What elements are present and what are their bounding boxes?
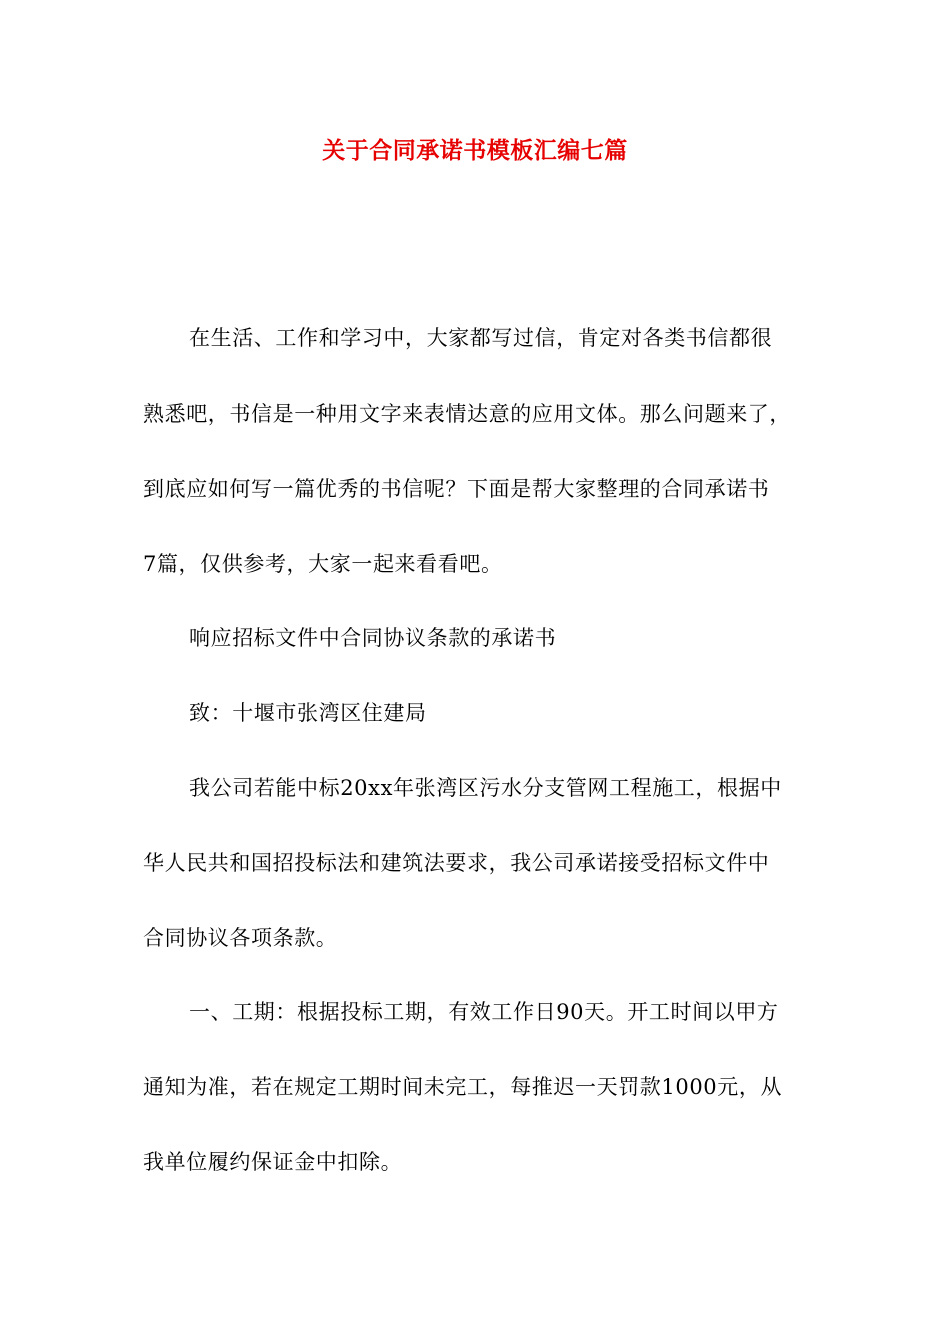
paragraph-line: 通知为准，若在规定工期时间未完工，每推迟一天罚款1000元，从 (143, 1075, 783, 1099)
paragraph-line: 到底应如何写一篇优秀的书信呢？下面是帮大家整理的合同承诺书 (143, 477, 770, 501)
document-title: 关于合同承诺书模板汇编七篇 (322, 138, 628, 164)
paragraph-line: 我公司若能中标20xx年张湾区污水分支管网工程施工，根据中 (189, 776, 782, 800)
paragraph-line: 熟悉吧，书信是一种用文字来表情达意的应用文体。那么问题来了， (143, 402, 791, 426)
paragraph-line: 在生活、工作和学习中，大家都写过信，肯定对各类书信都很 (189, 326, 773, 350)
paragraph-line: 华人民共和国招投标法和建筑法要求，我公司承诺接受招标文件中 (143, 851, 770, 875)
paragraph-line: 我单位履约保证金中扣除。 (143, 1150, 403, 1174)
paragraph-line: 7篇，仅供参考，大家一起来看看吧。 (143, 552, 503, 576)
paragraph-line: 响应招标文件中合同协议条款的承诺书 (189, 626, 557, 650)
paragraph-line: 合同协议各项条款。 (143, 926, 338, 950)
paragraph-line: 一、工期：根据投标工期，有效工作日90天。开工时间以甲方 (189, 1000, 779, 1024)
paragraph-line: 致：十堰市张湾区住建局 (189, 701, 427, 725)
